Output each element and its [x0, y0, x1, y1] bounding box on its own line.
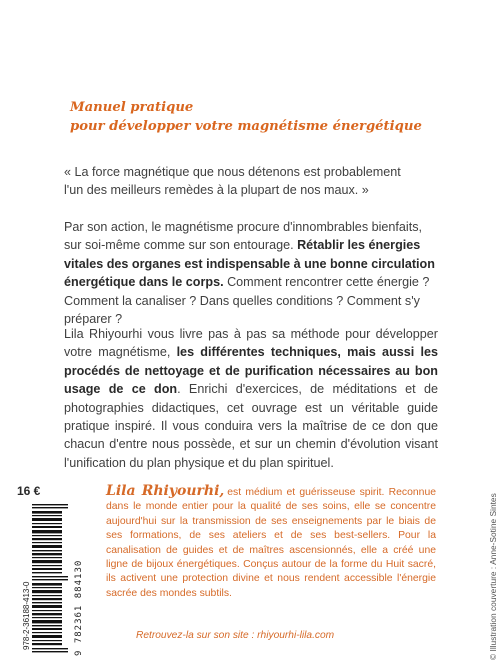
quote-line-2: l'un des meilleurs remèdes à la plupart de nos maux. »: [64, 183, 369, 198]
paragraph-method: [64, 325, 438, 472]
heading-line-1: Manuel pratique: [70, 100, 194, 115]
cover-illustration-credit: © Illustration couverture : Anne-Sotine Sintes: [488, 493, 498, 660]
opening-quote: [64, 163, 438, 200]
p1-line-6: préparer ?: [64, 312, 123, 327]
p1-line-4: [64, 273, 438, 291]
paragraph-intro: [64, 218, 438, 328]
p1-line-5: Comment la canaliser ? Dans quelles conditions ? Comment s'y: [64, 293, 420, 308]
p2-emphasis: les différentes techniques, mais aussi les procédés de nettoyage et de purification nécessaires au bon usage de ce don: [64, 345, 439, 397]
p1-line-1: Par son action, le magnétisme procure d'innombrables bienfaits,: [64, 220, 423, 234]
price-label: 16 €: [17, 484, 41, 498]
p1-text: Comment rencontrer cette énergie ?: [223, 275, 430, 290]
heading-line-2: pour développer votre magnétisme énergétique: [70, 119, 422, 134]
p1-emphasis: Rétablir les énergies: [297, 238, 421, 253]
p1-line-2: [64, 236, 438, 254]
barcode-digits: 9 782361 884130: [74, 559, 84, 656]
p1-text: sur soi-même comme sur son entourage.: [64, 238, 298, 253]
p2-text-end: . Enrichi d'exercices, de méditations et de photographies didactiques, cet ouvrage est un véritable guide pratique inspiré. Il vous conduira vers la maîtrise de ce don que chacun d'entre nous possède, et sur un chemin d'évolution visant l'unification du plan physique et du plan spirituel.: [64, 382, 438, 470]
author-bio-text: est médium et guérisseuse spirit. Reconnue dans le monde entier pour la qualité de ses soins, elle se concentre aujourd'hui sur la transmission de ses enseignements par le biais de ses formations, de ses ateliers et de ses best-sellers. Pour la canalisation de guides et de maîtres ascensionnés, elle a créé une ligne de bijoux énergétiques. Conçus autour de la forme du Huit sacré, ils activent une protection divine et nous rendent accessible l'énergie sacrée des mondes subtils.: [106, 487, 436, 599]
p1-emphasis: énergétique dans le corps.: [64, 275, 224, 290]
p2-text: Lila Rhiyourhi vous livre pas à pas sa méthode pour développer votre magnétisme,: [64, 327, 438, 360]
book-subtitle-heading: [70, 98, 422, 136]
author-website: Retrouvez-la sur son site : rhiyourhi-lila.com: [136, 630, 335, 641]
isbn-number: 978-2-36188-413-0: [22, 581, 31, 650]
author-bio: [106, 484, 436, 601]
p1-line-3: vitales des organes est indispensable à une bonne circulation: [64, 256, 435, 271]
quote-line-1: « La force magnétique que nous détenons est probablement: [64, 165, 401, 179]
author-name: Lila Rhiyourhi,: [106, 483, 225, 499]
isbn-barcode-block: [16, 500, 84, 658]
barcode-icon: [32, 504, 68, 654]
